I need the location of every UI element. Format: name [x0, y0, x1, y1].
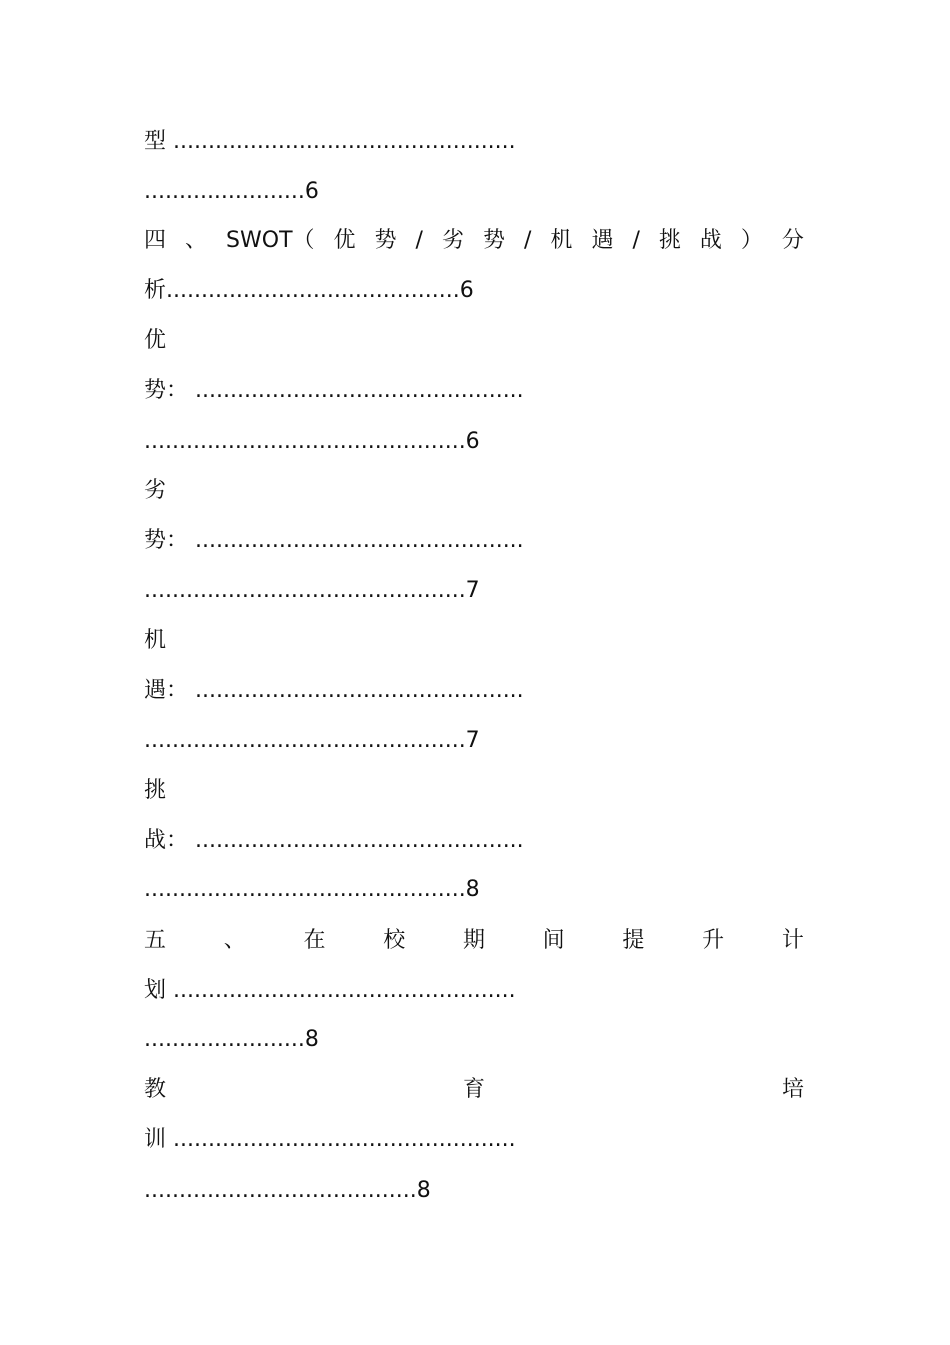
toc-line: 优 [144, 328, 167, 353]
toc-line: ..............................................6 [144, 429, 480, 454]
toc-line: 劣 [144, 478, 167, 503]
toc-line: 势： ............................................... [144, 528, 524, 553]
toc-heading-education: 教 育 培 [144, 1077, 804, 1102]
toc-line: .......................6 [144, 179, 319, 204]
toc-line: 势： ............................................... [144, 378, 524, 403]
toc-line: 型 ................................................. [144, 129, 516, 154]
toc-line: 挑 [144, 778, 167, 803]
toc-line: 遇： ............................................... [144, 678, 524, 703]
toc-line: ..............................................8 [144, 877, 480, 902]
toc-line: .......................................8 [144, 1178, 431, 1203]
toc-heading-swot: 四 、 SWOT（ 优 势 / 劣 势 / 机 遇 / 挑 战 ） 分 [144, 228, 804, 253]
toc-line: 划 ................................................. [144, 978, 516, 1003]
toc-line: 战： ............................................... [144, 828, 524, 853]
toc-line: ..............................................7 [144, 578, 480, 603]
toc-heading-section5: 五 、 在 校 期 间 提 升 计 [144, 928, 804, 953]
toc-line: .......................8 [144, 1027, 319, 1052]
toc-line: 训 ................................................. [144, 1127, 516, 1152]
toc-line: 析..........................................6 [144, 278, 474, 303]
toc-line: 机 [144, 628, 167, 653]
toc-line: ..............................................7 [144, 728, 480, 753]
